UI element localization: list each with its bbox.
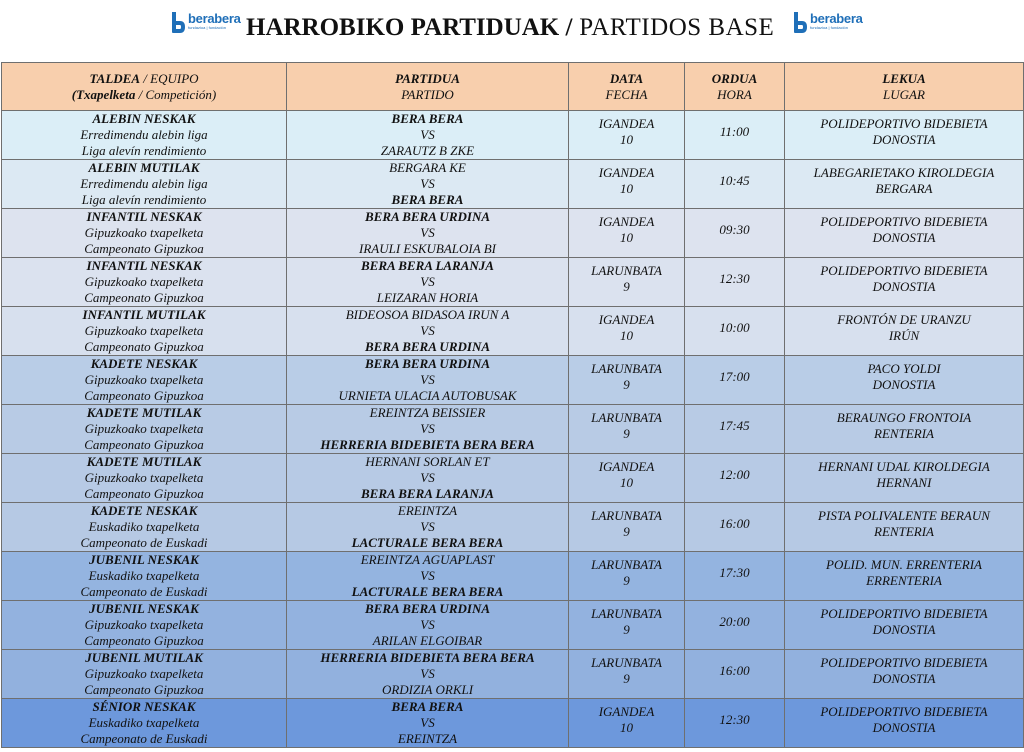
venue: HERNANI UDAL KIROLDEGIA bbox=[818, 459, 990, 474]
competition-es: Campeonato Gipuzkoa bbox=[84, 290, 204, 305]
weekday: IGANDEA bbox=[598, 116, 655, 131]
day-number: 9 bbox=[623, 377, 630, 392]
berabera-b-icon bbox=[170, 12, 186, 34]
venue: POLID. MUN. ERRENTERIA bbox=[826, 557, 982, 572]
weekday: IGANDEA bbox=[598, 165, 655, 180]
team-name: INFANTIL MUTILAK bbox=[82, 307, 206, 322]
day-number: 9 bbox=[623, 426, 630, 441]
match-cell bbox=[287, 503, 569, 552]
title-normal: PARTIDOS BASE bbox=[572, 14, 775, 41]
team-name: SÉNIOR NESKAK bbox=[92, 699, 196, 714]
team-cell bbox=[2, 111, 287, 160]
date-cell bbox=[569, 258, 685, 307]
table-body bbox=[2, 111, 1024, 748]
vs-label: VS bbox=[420, 176, 435, 191]
team-name: KADETE NESKAK bbox=[90, 356, 198, 371]
competition-es: Campeonato de Euskadi bbox=[80, 584, 208, 599]
place-cell bbox=[785, 552, 1024, 601]
logo-sub: fundazioa | fundación bbox=[810, 25, 848, 30]
day-number: 10 bbox=[620, 328, 633, 343]
day-number: 10 bbox=[620, 475, 633, 490]
away-team: URNIETA ULACIA AUTOBUSAK bbox=[338, 388, 517, 403]
matches-table bbox=[1, 62, 1024, 748]
place-cell bbox=[785, 209, 1024, 258]
logo-sub: fundazioa | fundación bbox=[188, 25, 226, 30]
competition-eu: Gipuzkoako txapelketa bbox=[84, 666, 204, 681]
match-cell bbox=[287, 356, 569, 405]
place-cell bbox=[785, 111, 1024, 160]
match-time: 16:00 bbox=[719, 516, 750, 531]
day-number: 10 bbox=[620, 181, 633, 196]
away-team: IRAULI ESKUBALOIA BI bbox=[359, 241, 496, 256]
match-time: 17:00 bbox=[719, 369, 750, 384]
team-cell bbox=[2, 699, 287, 748]
berabera-logo-right bbox=[792, 12, 863, 34]
home-team: BERA BERA bbox=[391, 699, 464, 714]
competition-es: Campeonato de Euskadi bbox=[80, 535, 208, 550]
home-team: EREINTZA BEISSIER bbox=[369, 405, 486, 420]
away-team: LACTURALE BERA BERA bbox=[351, 584, 504, 599]
home-team: HERRERIA BIDEBIETA BERA BERA bbox=[320, 650, 535, 665]
berabera-b-icon bbox=[792, 12, 808, 34]
place-cell bbox=[785, 160, 1024, 209]
title-bold: HARROBIKO PARTIDUAK / bbox=[246, 14, 573, 41]
table-row bbox=[2, 503, 1024, 552]
home-team: EREINTZA bbox=[397, 503, 458, 518]
match-cell bbox=[287, 160, 569, 209]
city: DONOSTIA bbox=[872, 720, 936, 735]
time-cell bbox=[685, 111, 785, 160]
away-team: BERA BERA bbox=[391, 192, 464, 207]
team-name: JUBENIL NESKAK bbox=[89, 601, 199, 616]
away-team: BERA BERA URDINA bbox=[365, 339, 490, 354]
place-cell bbox=[785, 650, 1024, 699]
table-row bbox=[2, 699, 1024, 748]
team-name: JUBENIL MUTILAK bbox=[85, 650, 203, 665]
competition-eu: Gipuzkoako txapelketa bbox=[84, 617, 204, 632]
weekday: LARUNBATA bbox=[591, 606, 662, 621]
day-number: 9 bbox=[623, 524, 630, 539]
away-team: BERA BERA LARANJA bbox=[361, 486, 494, 501]
home-team: BERA BERA LARANJA bbox=[361, 258, 494, 273]
day-number: 9 bbox=[623, 671, 630, 686]
place-cell bbox=[785, 405, 1024, 454]
team-cell bbox=[2, 307, 287, 356]
date-cell bbox=[569, 160, 685, 209]
header-time: ORDUA HORA bbox=[685, 63, 785, 111]
time-cell bbox=[685, 454, 785, 503]
time-cell bbox=[685, 209, 785, 258]
date-cell bbox=[569, 503, 685, 552]
venue: POLIDEPORTIVO BIDEBIETA bbox=[820, 704, 988, 719]
match-time: 12:00 bbox=[719, 467, 750, 482]
competition-eu: Euskadiko txapelketa bbox=[88, 715, 200, 730]
table-row bbox=[2, 209, 1024, 258]
time-cell bbox=[685, 699, 785, 748]
table-row bbox=[2, 552, 1024, 601]
venue: PISTA POLIVALENTE BERAUN bbox=[818, 508, 990, 523]
team-cell bbox=[2, 454, 287, 503]
competition-es: Campeonato Gipuzkoa bbox=[84, 633, 204, 648]
city: RENTERIA bbox=[874, 524, 934, 539]
city: DONOSTIA bbox=[872, 671, 936, 686]
match-time: 11:00 bbox=[719, 124, 750, 139]
match-time: 16:00 bbox=[719, 663, 750, 678]
date-cell bbox=[569, 699, 685, 748]
city: DONOSTIA bbox=[872, 622, 936, 637]
match-time: 17:30 bbox=[719, 565, 750, 580]
date-cell bbox=[569, 405, 685, 454]
match-time: 10:00 bbox=[719, 320, 750, 335]
time-cell bbox=[685, 160, 785, 209]
competition-eu: Euskadiko txapelketa bbox=[88, 568, 200, 583]
header-team: TALDEA / EQUIPO (Txapelketa / Competición) bbox=[2, 63, 287, 111]
competition-es: Campeonato Gipuzkoa bbox=[84, 339, 204, 354]
day-number: 10 bbox=[620, 720, 633, 735]
vs-label: VS bbox=[420, 225, 435, 240]
place-cell bbox=[785, 258, 1024, 307]
competition-eu: Gipuzkoako txapelketa bbox=[84, 421, 204, 436]
match-cell bbox=[287, 552, 569, 601]
competition-es: Campeonato Gipuzkoa bbox=[84, 437, 204, 452]
vs-label: VS bbox=[420, 568, 435, 583]
team-cell bbox=[2, 356, 287, 405]
weekday: IGANDEA bbox=[598, 214, 655, 229]
vs-label: VS bbox=[420, 470, 435, 485]
weekday: IGANDEA bbox=[598, 312, 655, 327]
day-number: 10 bbox=[620, 230, 633, 245]
team-cell bbox=[2, 258, 287, 307]
time-cell bbox=[685, 356, 785, 405]
team-name: ALEBIN NESKAK bbox=[92, 111, 196, 126]
team-name: JUBENIL NESKAK bbox=[89, 552, 199, 567]
city: HERNANI bbox=[876, 475, 932, 490]
time-cell bbox=[685, 601, 785, 650]
place-cell bbox=[785, 601, 1024, 650]
day-number: 9 bbox=[623, 622, 630, 637]
away-team: ZARAUTZ B ZKE bbox=[380, 143, 475, 158]
team-cell bbox=[2, 503, 287, 552]
berabera-logo-left bbox=[170, 12, 241, 34]
venue: PACO YOLDI bbox=[867, 361, 941, 376]
logo-name: berabera bbox=[188, 11, 241, 26]
competition-eu: Gipuzkoako txapelketa bbox=[84, 372, 204, 387]
away-team: ORDIZIA ORKLI bbox=[381, 682, 474, 697]
day-number: 9 bbox=[623, 573, 630, 588]
time-cell bbox=[685, 552, 785, 601]
team-name: ALEBIN MUTILAK bbox=[88, 160, 200, 175]
match-time: 12:30 bbox=[719, 271, 750, 286]
place-cell bbox=[785, 503, 1024, 552]
day-number: 9 bbox=[623, 279, 630, 294]
place-cell bbox=[785, 307, 1024, 356]
match-cell bbox=[287, 454, 569, 503]
weekday: IGANDEA bbox=[598, 459, 655, 474]
venue: POLIDEPORTIVO BIDEBIETA bbox=[820, 214, 988, 229]
table-row bbox=[2, 258, 1024, 307]
home-team: BERA BERA URDINA bbox=[365, 356, 490, 371]
time-cell bbox=[685, 650, 785, 699]
date-cell bbox=[569, 356, 685, 405]
city: DONOSTIA bbox=[872, 377, 936, 392]
match-cell bbox=[287, 405, 569, 454]
time-cell bbox=[685, 503, 785, 552]
time-cell bbox=[685, 258, 785, 307]
competition-eu: Gipuzkoako txapelketa bbox=[84, 323, 204, 338]
venue: BERAUNGO FRONTOIA bbox=[836, 410, 972, 425]
team-name: KADETE MUTILAK bbox=[86, 454, 202, 469]
away-team: EREINTZA bbox=[397, 731, 458, 746]
weekday: LARUNBATA bbox=[591, 557, 662, 572]
time-cell bbox=[685, 307, 785, 356]
date-cell bbox=[569, 552, 685, 601]
match-cell bbox=[287, 111, 569, 160]
vs-label: VS bbox=[420, 666, 435, 681]
home-team: BERA BERA URDINA bbox=[365, 209, 490, 224]
date-cell bbox=[569, 209, 685, 258]
match-cell bbox=[287, 307, 569, 356]
table-row bbox=[2, 405, 1024, 454]
date-cell bbox=[569, 601, 685, 650]
team-name: INFANTIL NESKAK bbox=[86, 209, 202, 224]
competition-eu: Erredimendu alebin liga bbox=[80, 127, 208, 142]
table-row bbox=[2, 650, 1024, 699]
date-cell bbox=[569, 111, 685, 160]
weekday: LARUNBATA bbox=[591, 263, 662, 278]
vs-label: VS bbox=[420, 372, 435, 387]
team-cell bbox=[2, 650, 287, 699]
header-date: DATA FECHA bbox=[569, 63, 685, 111]
table-row bbox=[2, 160, 1024, 209]
header-match: PARTIDUA PARTIDO bbox=[287, 63, 569, 111]
vs-label: VS bbox=[420, 715, 435, 730]
city: DONOSTIA bbox=[872, 132, 936, 147]
city: IRÚN bbox=[888, 328, 920, 343]
competition-es: Liga alevín rendimiento bbox=[81, 192, 207, 207]
match-cell bbox=[287, 650, 569, 699]
home-team: BERA BERA URDINA bbox=[365, 601, 490, 616]
home-team: BERA BERA bbox=[391, 111, 464, 126]
match-cell bbox=[287, 209, 569, 258]
home-team: HERNANI SORLAN ET bbox=[365, 454, 490, 469]
table-row bbox=[2, 307, 1024, 356]
table-row bbox=[2, 356, 1024, 405]
city: RENTERIA bbox=[874, 426, 934, 441]
place-cell bbox=[785, 454, 1024, 503]
team-name: KADETE NESKAK bbox=[90, 503, 198, 518]
home-team: BERGARA KE bbox=[389, 160, 466, 175]
table-row bbox=[2, 111, 1024, 160]
team-name: INFANTIL NESKAK bbox=[86, 258, 202, 273]
date-cell bbox=[569, 454, 685, 503]
competition-es: Campeonato de Euskadi bbox=[80, 731, 208, 746]
match-time: 17:45 bbox=[719, 418, 750, 433]
venue: LABEGARIETAKO KIROLDEGIA bbox=[813, 165, 995, 180]
match-time: 09:30 bbox=[719, 222, 750, 237]
competition-es: Campeonato Gipuzkoa bbox=[84, 241, 204, 256]
table-row bbox=[2, 454, 1024, 503]
place-cell bbox=[785, 356, 1024, 405]
vs-label: VS bbox=[420, 323, 435, 338]
team-name: KADETE MUTILAK bbox=[86, 405, 202, 420]
competition-eu: Gipuzkoako txapelketa bbox=[84, 274, 204, 289]
competition-eu: Erredimendu alebin liga bbox=[80, 176, 208, 191]
logo-name: berabera bbox=[810, 11, 863, 26]
away-team: LACTURALE BERA BERA bbox=[351, 535, 504, 550]
place-cell bbox=[785, 699, 1024, 748]
date-cell bbox=[569, 307, 685, 356]
home-team: EREINTZA AGUAPLAST bbox=[360, 552, 495, 567]
vs-label: VS bbox=[420, 421, 435, 436]
team-cell bbox=[2, 209, 287, 258]
venue: FRONTÓN DE URANZU bbox=[837, 312, 971, 327]
match-time: 10:45 bbox=[719, 173, 750, 188]
city: BERGARA bbox=[875, 181, 933, 196]
competition-eu: Euskadiko txapelketa bbox=[88, 519, 200, 534]
city: DONOSTIA bbox=[872, 279, 936, 294]
page-title bbox=[246, 14, 774, 42]
day-number: 10 bbox=[620, 132, 633, 147]
team-cell bbox=[2, 160, 287, 209]
time-cell bbox=[685, 405, 785, 454]
city: DONOSTIA bbox=[872, 230, 936, 245]
away-team: ARILAN ELGOIBAR bbox=[372, 633, 483, 648]
weekday: LARUNBATA bbox=[591, 410, 662, 425]
competition-es: Campeonato Gipuzkoa bbox=[84, 486, 204, 501]
team-cell bbox=[2, 405, 287, 454]
match-cell bbox=[287, 699, 569, 748]
team-cell bbox=[2, 552, 287, 601]
city: ERRENTERIA bbox=[866, 573, 942, 588]
competition-eu: Gipuzkoako txapelketa bbox=[84, 225, 204, 240]
venue: POLIDEPORTIVO BIDEBIETA bbox=[820, 116, 988, 131]
team-cell bbox=[2, 601, 287, 650]
away-team: HERRERIA BIDEBIETA BERA BERA bbox=[320, 437, 535, 452]
vs-label: VS bbox=[420, 274, 435, 289]
venue: POLIDEPORTIVO BIDEBIETA bbox=[820, 263, 988, 278]
competition-eu: Gipuzkoako txapelketa bbox=[84, 470, 204, 485]
competition-es: Campeonato Gipuzkoa bbox=[84, 388, 204, 403]
match-cell bbox=[287, 601, 569, 650]
vs-label: VS bbox=[420, 127, 435, 142]
date-cell bbox=[569, 650, 685, 699]
page-header bbox=[0, 0, 1024, 62]
away-team: LEIZARAN HORIA bbox=[376, 290, 479, 305]
table-header-row bbox=[2, 63, 1024, 111]
vs-label: VS bbox=[420, 519, 435, 534]
home-team: BIDEOSOA BIDASOA IRUN A bbox=[345, 307, 510, 322]
weekday: LARUNBATA bbox=[591, 508, 662, 523]
weekday: LARUNBATA bbox=[591, 361, 662, 376]
weekday: LARUNBATA bbox=[591, 655, 662, 670]
match-time: 12:30 bbox=[719, 712, 750, 727]
header-place: LEKUA LUGAR bbox=[785, 63, 1024, 111]
venue: POLIDEPORTIVO BIDEBIETA bbox=[820, 655, 988, 670]
match-cell bbox=[287, 258, 569, 307]
table-row bbox=[2, 601, 1024, 650]
match-time: 20:00 bbox=[719, 614, 750, 629]
competition-es: Liga alevín rendimiento bbox=[81, 143, 207, 158]
venue: POLIDEPORTIVO BIDEBIETA bbox=[820, 606, 988, 621]
competition-es: Campeonato Gipuzkoa bbox=[84, 682, 204, 697]
vs-label: VS bbox=[420, 617, 435, 632]
weekday: IGANDEA bbox=[598, 704, 655, 719]
